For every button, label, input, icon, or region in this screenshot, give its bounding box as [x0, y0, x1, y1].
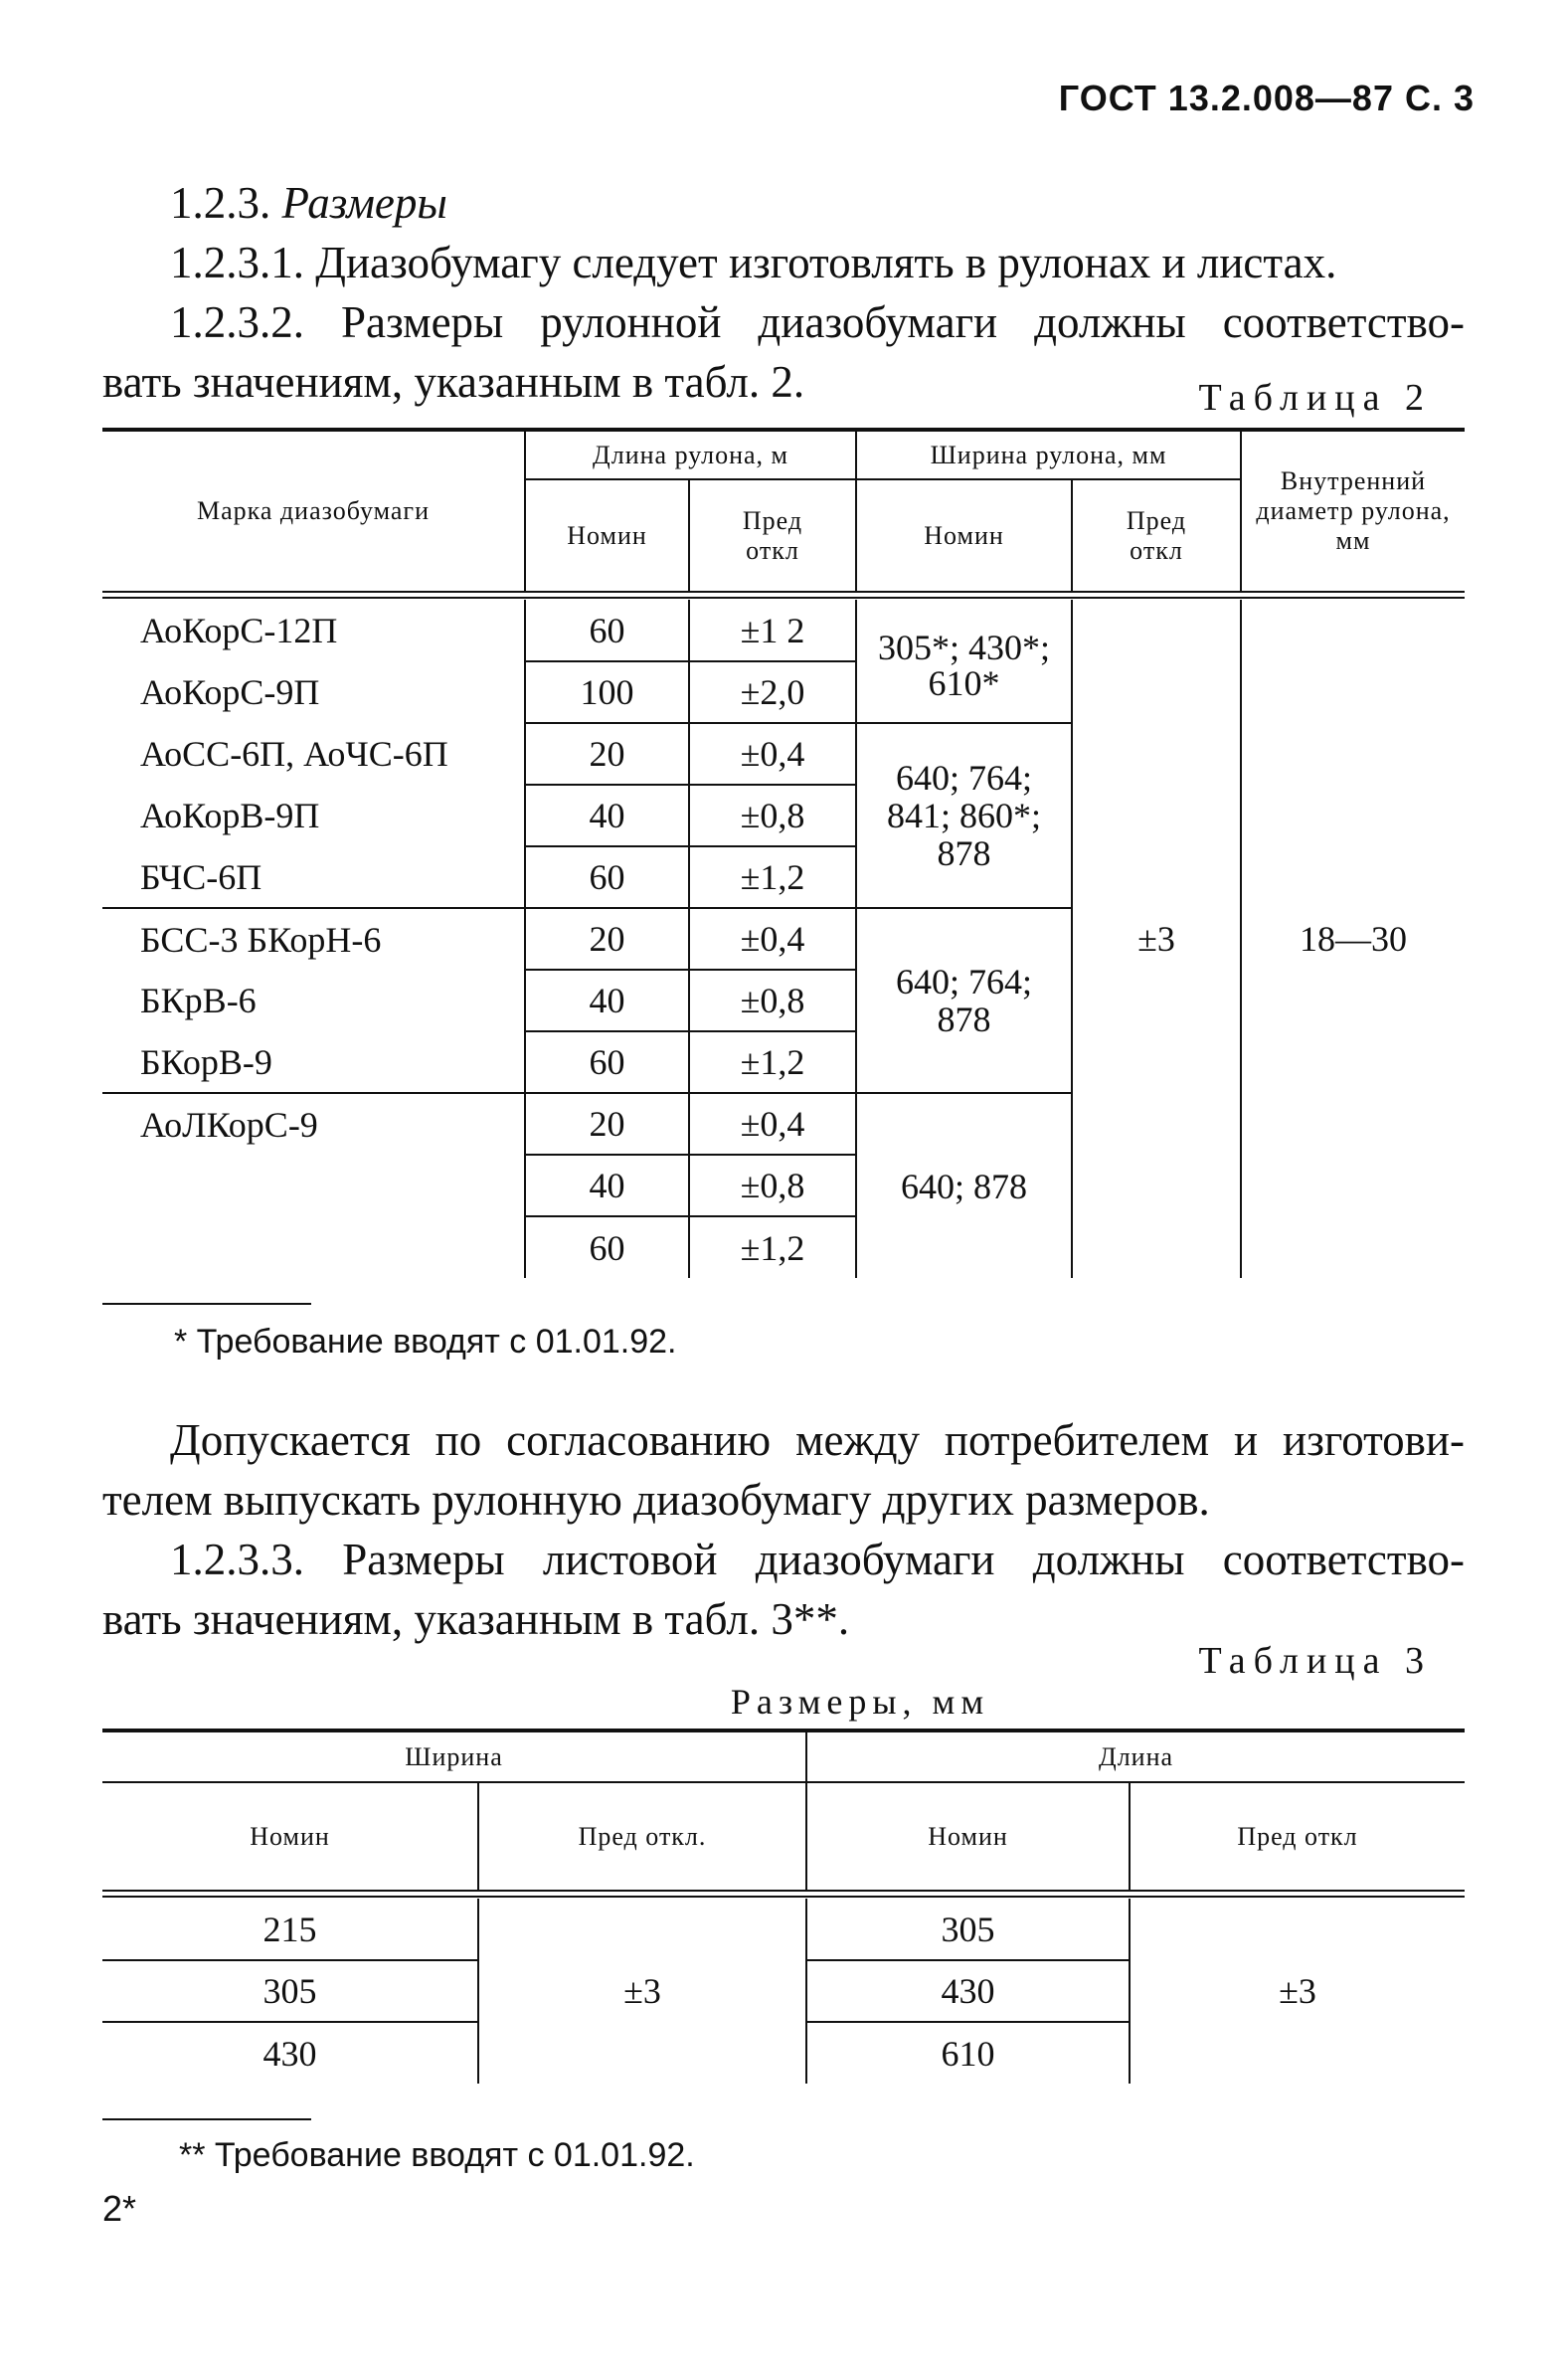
header-length: Длина рулона, м — [525, 432, 856, 479]
header-sheet-length: Длина — [806, 1732, 1465, 1782]
brand-cell: БКорВ-9 — [102, 1031, 525, 1093]
width-group-line: 640; 764; — [895, 758, 1032, 798]
header-length-nomin: Номин — [525, 479, 689, 591]
sheet-length-cell: 430 — [806, 1960, 1130, 2022]
table2-body — [102, 600, 1465, 1278]
paragraph-permission-line1: Допускается по согласованию между потребителем и изготови- — [170, 1415, 1465, 1465]
tolerance-cell: ±0,4 — [689, 1093, 856, 1155]
paragraph-1-2-3-2-line2: вать значениям, указанным в табл. 2. — [102, 357, 805, 407]
width-group-line: 878 — [937, 1000, 991, 1039]
header-width: Ширина рулона, мм — [856, 432, 1241, 479]
brand-cell: АоКорВ-9П — [102, 785, 525, 846]
page-signature-mark: 2* — [102, 2188, 137, 2229]
sheet-length-tolerance-cell: ±3 — [1279, 1971, 1316, 2011]
sheet-width-cell: 215 — [102, 1899, 478, 1960]
width-tolerance-cell: ±3 — [1072, 600, 1241, 1278]
tolerance-cell: ±0,4 — [689, 908, 856, 970]
table3-subcaption: Размеры, мм — [730, 1682, 990, 1722]
brand-cell: БКрВ-6 — [102, 970, 525, 1031]
sheet-width-cell: 430 — [102, 2022, 478, 2084]
tolerance-cell: ±0,4 — [689, 723, 856, 785]
width-group-line: 841; 860*; — [886, 796, 1041, 835]
table-row — [102, 1899, 1465, 1960]
width-group-line: 640; 764; — [895, 962, 1032, 1001]
table3-caption: Таблица 3 — [1198, 1640, 1432, 1682]
table3-header-rule-2 — [102, 1896, 1465, 1898]
tolerance-cell: ±1,2 — [689, 846, 856, 908]
header-sheet-length-tol: Пред откл — [1237, 1821, 1358, 1851]
section-heading-title: Размеры — [281, 178, 447, 228]
width-group-line: 878 — [937, 833, 991, 873]
tolerance-cell: ±1,2 — [689, 1031, 856, 1093]
length-cell: 40 — [525, 970, 689, 1031]
length-cell: 20 — [525, 908, 689, 970]
width-group-2 — [856, 723, 1072, 908]
tolerance-cell: ±0,8 — [689, 785, 856, 846]
brand-cell: БСС-3 БКорН-6 — [102, 908, 525, 970]
brand-cell: АоКорС-12П — [102, 600, 525, 661]
header-sheet-width: Ширина — [102, 1732, 806, 1782]
table2-header-rule-2 — [102, 597, 1465, 599]
header-brand: Марка диазобумаги — [102, 432, 525, 591]
table3-header-rule-1 — [102, 1890, 1465, 1892]
sheet-length-cell: 305 — [806, 1899, 1130, 1960]
header-sheet-length-nomin: Номин — [806, 1782, 1130, 1890]
length-cell: 100 — [525, 661, 689, 723]
header-width-tol: Пред откл — [1072, 479, 1241, 591]
brand-cell: АоЛКорС-9 — [102, 1093, 525, 1278]
table2-caption: Таблица 2 — [1198, 377, 1432, 419]
diameter-cell: 18—30 — [1300, 919, 1407, 959]
length-cell: 60 — [525, 600, 689, 661]
tolerance-cell: ±0,8 — [689, 1155, 856, 1216]
tolerance-cell: ±0,8 — [689, 970, 856, 1031]
paragraph-1-2-3-3-line1: 1.2.3.3. Размеры листовой диазобумаги должны соответство- — [170, 1535, 1465, 1584]
width-group-1 — [856, 600, 1072, 723]
table2-footnote: * Требование вводят с 01.01.92. — [174, 1323, 677, 1361]
paragraph-permission-line2: телем выпускать рулонную диазобумагу других размеров. — [102, 1475, 1210, 1525]
length-cell: 60 — [525, 846, 689, 908]
paragraph-1-2-3-2-line1: 1.2.3.2. Размеры рулонной диазобумаги должны соответство- — [170, 297, 1465, 347]
sheet-length-cell: 610 — [806, 2022, 1130, 2084]
middle-text — [102, 1410, 1465, 1649]
length-cell: 20 — [525, 723, 689, 785]
section-heading-number: 1.2.3. — [170, 178, 271, 228]
tolerance-cell: ±1 2 — [689, 600, 856, 661]
table3-body — [102, 1899, 1465, 2084]
tolerance-cell: ±1,2 — [689, 1216, 856, 1278]
length-cell: 40 — [525, 1155, 689, 1216]
length-cell: 60 — [525, 1031, 689, 1093]
header-width-nomin: Номин — [856, 479, 1072, 591]
sheet-width-cell: 305 — [102, 1960, 478, 2022]
header-sheet-width-nomin: Номин — [102, 1782, 478, 1890]
paragraph-1-2-3-1: 1.2.3.1. Диазобумагу следует изготовлять в рулонах и листах. — [170, 238, 1337, 287]
footnote-rule — [102, 1303, 311, 1305]
length-cell: 40 — [525, 785, 689, 846]
brand-cell: БЧС-6П — [102, 846, 525, 908]
width-group-line: 305*; 430*; — [877, 628, 1050, 667]
header-length-tol: Пред откл — [689, 479, 856, 591]
tolerance-cell: ±2,0 — [689, 661, 856, 723]
table3-footnote: ** Требование вводят с 01.01.92. — [179, 2136, 695, 2174]
header-sheet-width-tol: Пред откл. — [478, 1782, 806, 1890]
footnote-rule — [102, 2118, 311, 2120]
length-cell: 20 — [525, 1093, 689, 1155]
table3-header — [102, 1732, 1465, 1890]
brand-cell: АоКорС-9П — [102, 661, 525, 723]
table2-header — [102, 432, 1465, 591]
header-diameter: Внутренний диаметр рулона, мм — [1256, 466, 1451, 555]
document-header: ГОСТ 13.2.008—87 С. 3 — [1058, 78, 1475, 118]
sheet-width-tolerance-cell: ±3 — [478, 1899, 806, 2084]
table2-header-rule-1 — [102, 591, 1465, 593]
brand-cell: АоСС-6П, АоЧС-6П — [102, 723, 525, 785]
paragraph-1-2-3-3-line2: вать значениям, указанным в табл. 3**. — [102, 1594, 850, 1644]
width-group-3 — [856, 908, 1072, 1093]
section-heading — [102, 173, 1465, 233]
length-cell: 60 — [525, 1216, 689, 1278]
width-group-4: 640; 878 — [856, 1093, 1072, 1278]
width-group-line: 610* — [928, 663, 1000, 703]
table-row — [102, 600, 1465, 661]
